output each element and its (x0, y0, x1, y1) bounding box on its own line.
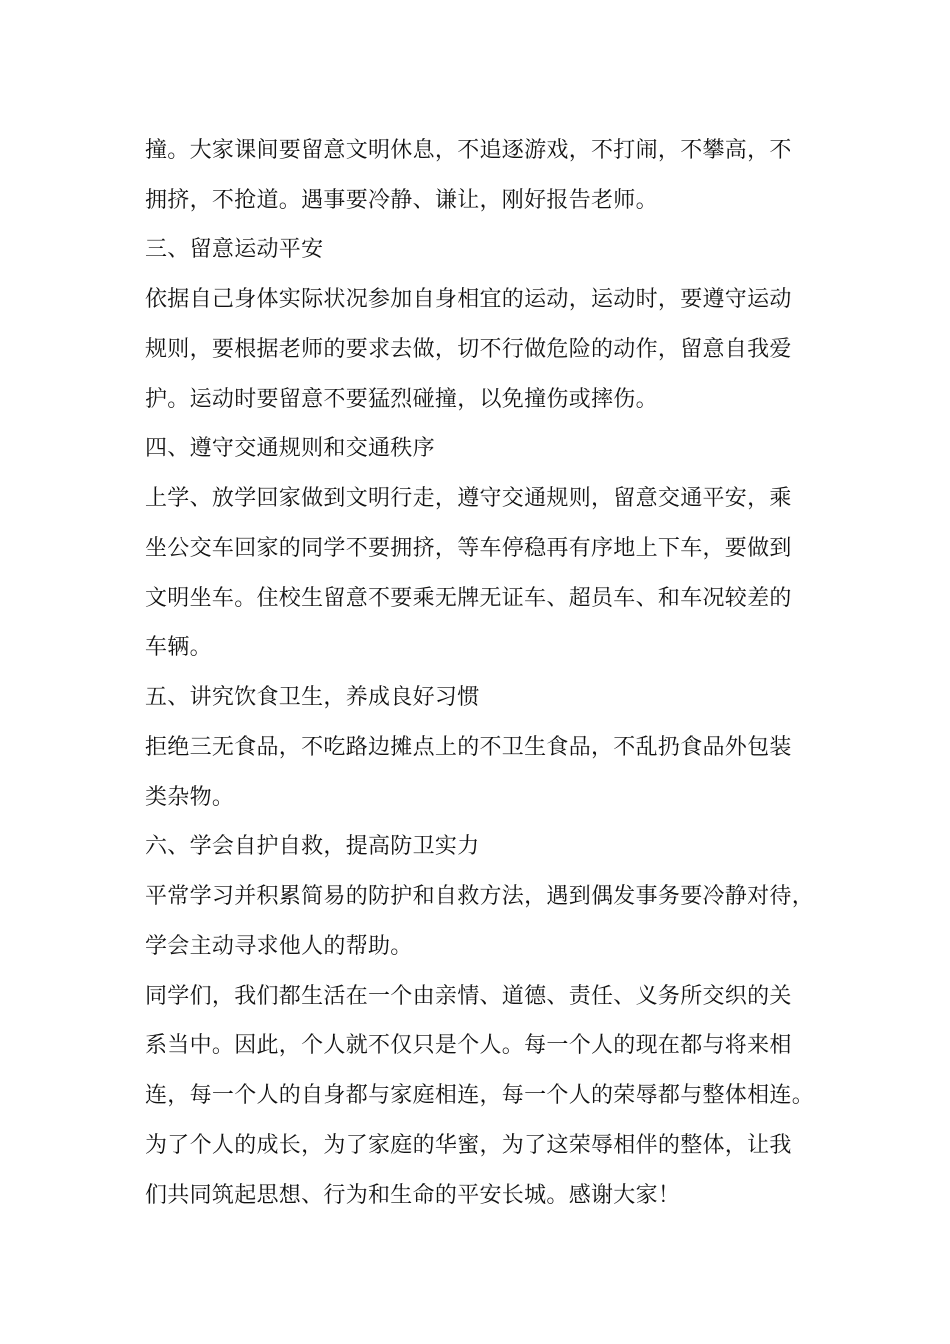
section-heading: 五、讲究饮食卫生，养成良好习惯 (145, 685, 480, 710)
section-heading: 四、遵守交通规则和交通秩序 (145, 436, 435, 461)
text-line: 系当中。因此，个人就不仅只是个人。每一个人的现在都与将来相 (145, 1033, 792, 1058)
text-line: 平常学习并积累简易的防护和自救方法，遇到偶发事务要冷静对待， (145, 884, 815, 909)
text-line: 学会主动寻求他人的帮助。 (145, 934, 413, 959)
text-line: 拒绝三无食品，不吃路边摊点上的不卫生食品，不乱扔食品外包装 (145, 735, 792, 760)
text-line: 坐公交车回家的同学不要拥挤，等车停稳再有序地上下车，要做到 (145, 536, 792, 561)
text-line: 文明坐车。住校生留意不要乘无牌无证车、超员车、和车况较差的 (145, 586, 792, 611)
text-line: 们共同筑起思想、行为和生命的平安长城。感谢大家！ (145, 1183, 681, 1208)
section-heading: 三、留意运动平安 (145, 237, 324, 262)
text-line: 类杂物。 (145, 785, 235, 810)
text-line: 为了个人的成长，为了家庭的华蜜，为了这荣辱相伴的整体，让我 (145, 1133, 792, 1158)
text-line: 规则，要根据老师的要求去做，切不行做危险的动作，留意自我爱 (145, 337, 792, 362)
text-line: 同学们，我们都生活在一个由亲情、道德、责任、义务所交织的关 (145, 984, 792, 1009)
text-line: 连，每一个人的自身都与家庭相连，每一个人的荣辱都与整体相连。 (145, 1083, 815, 1108)
text-line: 护。运动时要留意不要猛烈碰撞，以免撞伤或摔伤。 (145, 387, 658, 412)
text-line: 拥挤，不抢道。遇事要冷静、谦让，刚好报告老师。 (145, 188, 658, 213)
text-line: 撞。大家课间要留意文明休息，不追逐游戏，不打闹，不攀高，不 (145, 138, 792, 163)
text-line: 车辆。 (145, 635, 212, 660)
text-line: 依据自己身体实际状况参加自身相宜的运动，运动时，要遵守运动 (145, 287, 792, 312)
text-line: 上学、放学回家做到文明行走，遵守交通规则，留意交通平安，乘 (145, 486, 792, 511)
section-heading: 六、学会自护自救，提高防卫实力 (145, 834, 480, 859)
